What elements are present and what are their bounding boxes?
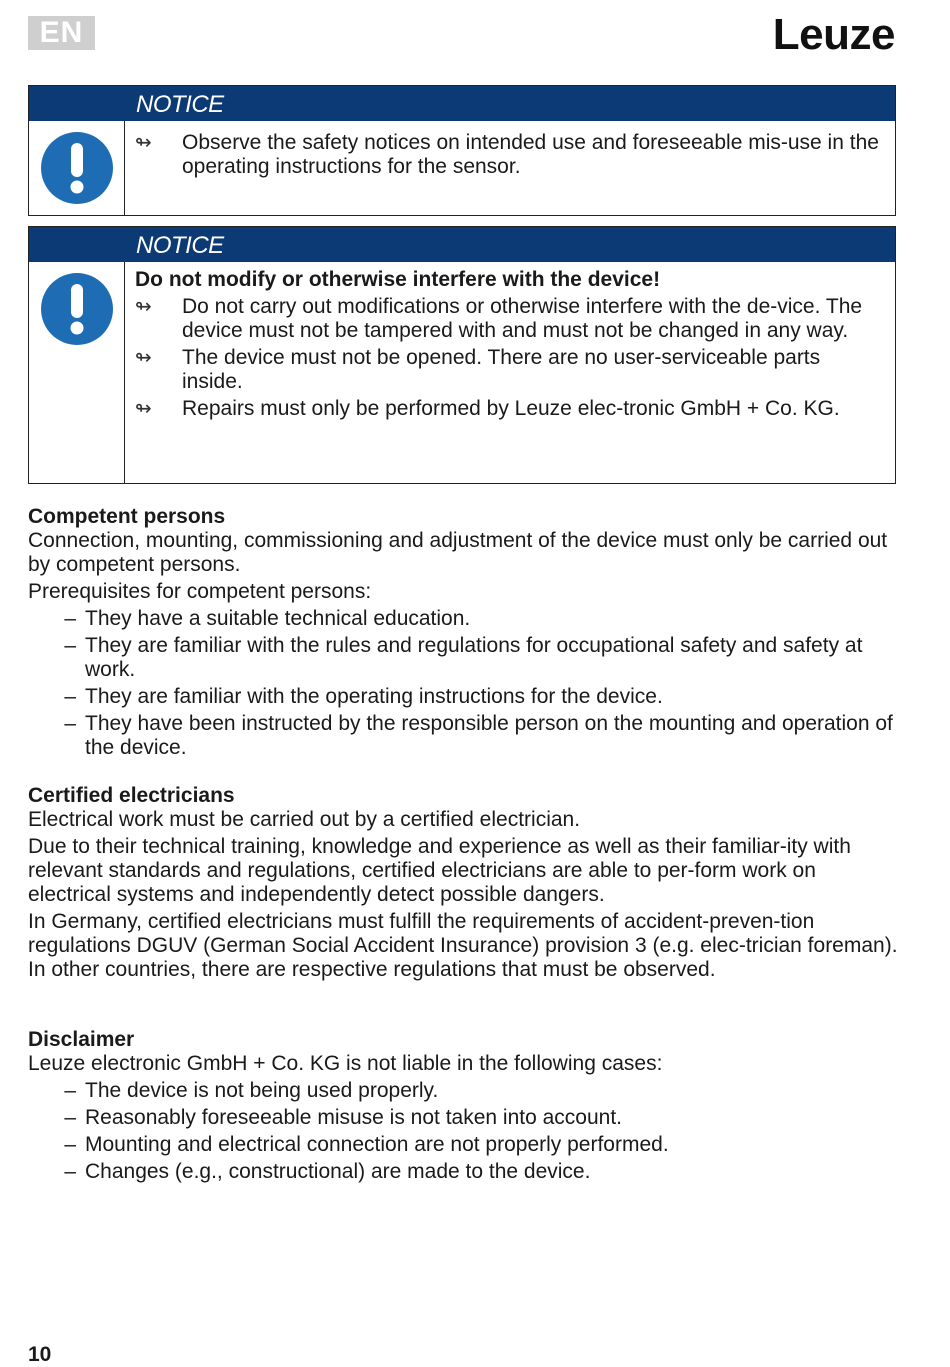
list-item: – They are familiar with the operating instructions for the device. [64, 685, 663, 708]
exclamation-circle-icon [29, 262, 125, 483]
exclamation-circle-icon [29, 121, 125, 215]
paragraph: Connection, mounting, commissioning and adjustment of the device must only be carried out by competent persons. [28, 529, 888, 576]
hand-arrow-icon: ↬ [135, 132, 152, 154]
notice-content [125, 262, 895, 483]
notice-title: NOTICE [136, 232, 224, 259]
paragraph: Due to their technical training, knowledge and experience as well as their familiar-ity with relevant standards and regulations, certified electricians are able to per-form work on electrical systems and independently detect possible dangers. [28, 835, 851, 906]
list-item: – They are familiar with the rules and regulations for occupational safety and safety at work. [28, 634, 898, 682]
section-heading: Disclaimer [28, 1028, 135, 1051]
section-certified-electricians [28, 784, 898, 985]
list-item-text: They are familiar with the rules and regulations for occupational safety and safety at work. [85, 634, 863, 681]
list-item: – They have been instructed by the responsible person on the mounting and operation of the device. [28, 712, 898, 760]
liability-list [28, 1079, 898, 1184]
paragraph: Leuze electronic GmbH + Co. KG is not liable in the following cases: [28, 1052, 663, 1075]
hand-arrow-icon: ↬ [135, 398, 152, 420]
hand-arrow-icon: ↬ [135, 296, 152, 318]
notice-item-text: The device must not be opened. There are no user-serviceable parts inside. [182, 346, 821, 393]
section-competent-persons [28, 505, 898, 763]
notice-item [135, 346, 881, 394]
requirements-list [28, 607, 898, 760]
section-disclaimer [28, 1028, 898, 1187]
notice-box-2 [28, 226, 896, 484]
notice-title: NOTICE [136, 91, 224, 118]
notice-item-text: Repairs must only be performed by Leuze elec-tronic GmbH + Co. KG. [182, 397, 840, 420]
list-item: – The device is not being used properly. [64, 1079, 439, 1102]
list-item: – Changes (e.g., constructional) are made to the device. [64, 1160, 591, 1183]
paragraph: Electrical work must be carried out by a certified electrician. [28, 808, 581, 831]
notice-item [135, 131, 881, 179]
notice-content [125, 121, 895, 215]
notice-item [135, 397, 881, 421]
list-item-text: Mounting and electrical connection are not properly performed. [85, 1133, 669, 1156]
notice-item [135, 295, 881, 343]
notice-header [29, 86, 895, 121]
notice-header [29, 227, 895, 262]
notice-bold-heading: Do not modify or otherwise interfere with the device! [135, 268, 661, 291]
list-item: – Mounting and electrical connection are not properly performed. [64, 1133, 669, 1156]
hand-arrow-icon: ↬ [135, 347, 152, 369]
notice-item-text: Observe the safety notices on intended use and foreseeable mis-use in the operating instructions for the sensor. [182, 131, 879, 178]
list-item: – Reasonably foreseeable misuse is not taken into account. [64, 1106, 622, 1129]
list-item-text: They have a suitable technical education. [85, 607, 471, 630]
page-number: 10 [28, 1343, 52, 1366]
list-item: – They have a suitable technical education. [64, 607, 471, 630]
notice-box-1 [28, 85, 896, 216]
paragraph: Prerequisites for competent persons: [28, 580, 372, 603]
list-item-text: The device is not being used properly. [85, 1079, 439, 1102]
list-item-text: Changes (e.g., constructional) are made to the device. [85, 1160, 591, 1183]
section-heading: Certified electricians [28, 784, 235, 807]
section-heading: Competent persons [28, 505, 226, 528]
language-tag: EN [28, 16, 95, 50]
list-item-text: They are familiar with the operating instructions for the device. [85, 685, 663, 708]
paragraph: In Germany, certified electricians must fulfill the requirements of accident-preven-tion regulations DGUV (German Social Accident Insurance) provision 3 (e.g. elec-trician foreman). In other countries, there are respective regulations that must be observed. [28, 910, 898, 981]
list-item-text: They have been instructed by the responsible person on the mounting and operation of the device. [85, 712, 893, 759]
notice-item-text: Do not carry out modifications or otherwise interfere with the de-vice. The device must not be tampered with and must not be changed in any way. [182, 295, 863, 342]
brand-logo: Leuze [772, 10, 895, 59]
list-item-text: Reasonably foreseeable misuse is not taken into account. [85, 1106, 622, 1129]
